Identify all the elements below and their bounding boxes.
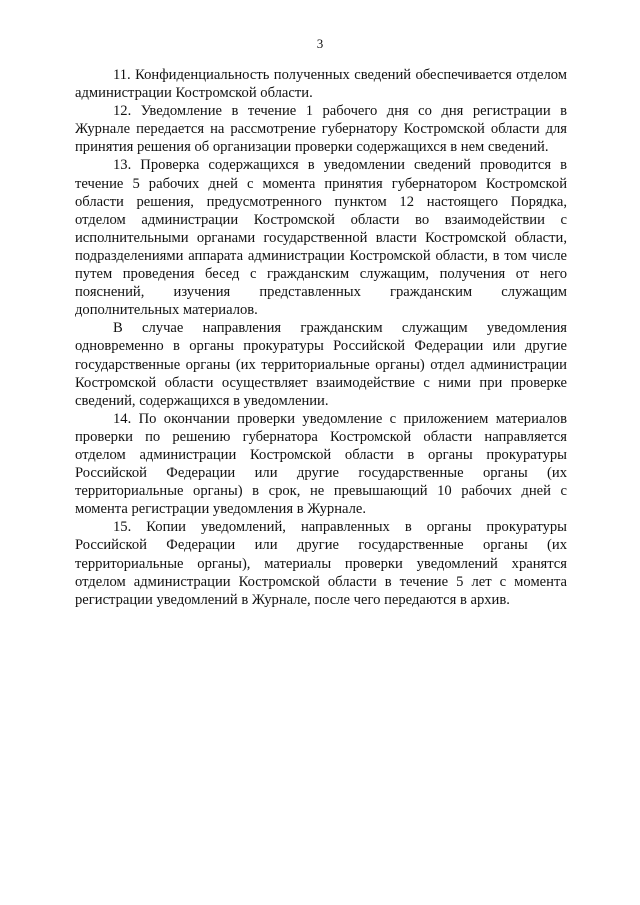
paragraph-14: 14. По окончании проверки уведомление с приложением материалов проверки по решению губернатора Костромской области направляется отделом администрации Костромской области в органы прокуратуры Российской Федерации или другие государственные органы (их территориальные органы) в срок, не превышающий 10 рабочих дней с момента регистрации уведомления в Журнале. xyxy=(75,410,567,518)
paragraph-11: 11. Конфиденциальность полученных сведений обеспечивается отделом администрации Костромской области. xyxy=(75,67,567,102)
paragraph-13-continuation: В случае направления гражданским служащим уведомления одновременно в органы прокуратуры Российской Федерации или другие государственные органы (их территориальные органы) отдел администрации Костромской области осуществляет взаимодействие с ними при проверке сведений, содержащихся в уведомлении. xyxy=(75,320,567,409)
paragraph-15: 15. Копии уведомлений, направленных в органы прокуратуры Российской Федерации или другие государственные органы (их территориальные органы), материалы проверки уведомлений хранятся отделом администрации Костромской области в течение 5 лет с момента регистрации уведомлений в Журнале, после чего передаются в архив. xyxy=(75,519,567,608)
document-body xyxy=(75,66,567,609)
page-number: 3 xyxy=(316,36,324,51)
paragraph-12: 12. Уведомление в течение 1 рабочего дня со дня регистрации в Журнале передается на рассмотрение губернатору Костромской области для принятия решения об организации проверки содержащихся в нем сведений. xyxy=(75,103,567,156)
paragraph-13: 13. Проверка содержащихся в уведомлении сведений проводится в течение 5 рабочих дней с момента принятия губернатором Костромской области решения, предусмотренного пунктом 12 настоящего Порядка, отделом администрации Костромской области во взаимодействии с исполнительными органами государственной власти Костромской области, подразделениями аппарата администрации Костромской области, в том числе путем проведения бесед с гражданским служащим, получения от него пояснений, изучения представленных гражданским служащим дополнительных материалов. xyxy=(75,157,567,319)
